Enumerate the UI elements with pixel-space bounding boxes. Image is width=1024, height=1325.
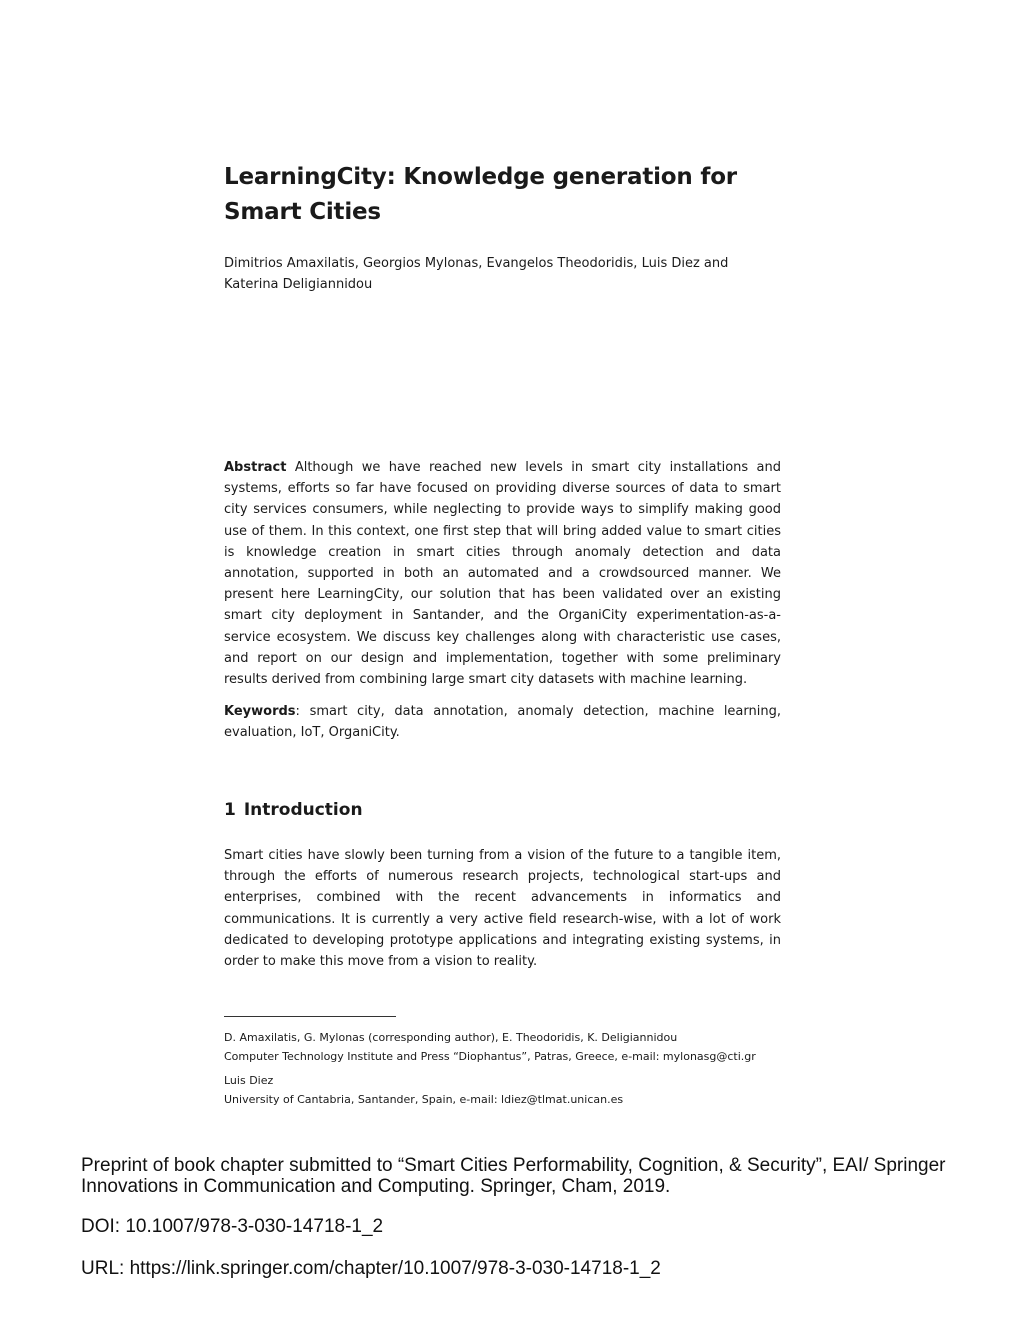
keywords-text: : smart city, data annotation, anomaly detection, machine learning, evaluation, IoT, OrganiCity.	[224, 704, 781, 740]
footnote-affiliation-1-names: D. Amaxilatis, G. Mylonas (corresponding author), E. Theodoridis, K. Deligiannidou	[224, 1031, 678, 1044]
keywords-label: Keywords	[224, 704, 296, 719]
footnote-affiliation-1	[224, 1028, 804, 1066]
preprint-doi: DOI: 10.1007/978-3-030-14718-1_2	[81, 1216, 384, 1237]
abstract-text: Although we have reached new levels in smart city installations and systems, efforts so far have focused on providing diverse sources of data to smart city services consumers, while neglecting to provide ways to simplify making good use of them. In this context, one first step that will bring added value to smart cities is knowledge creation in smart cities through anomaly detection and data annotation, supported in both an automated and a crowdsourced manner. We present here LearningCity, our solution that has been validated over an existing smart city deployment in Santander, and the OrganiCity experimentation-as-a-service ecosystem. We discuss key challenges along with characteristic use cases, and report on our design and implementation, together with some preliminary results derived from combining large smart city datasets with machine learning.	[224, 460, 781, 688]
abstract-paragraph	[224, 457, 781, 690]
preprint-note: Preprint of book chapter submitted to “Smart Cities Performability, Cognition, & Security”, EAI/ Springer Innovations in Communication and Computing. Springer, Cham, 2019.	[81, 1155, 946, 1197]
preprint-url: URL: https://link.springer.com/chapter/10.1007/978-3-030-14718-1_2	[81, 1258, 661, 1279]
footnote-affiliation-1-org: Computer Technology Institute and Press “Diophantus”, Patras, Greece, e-mail: mylonasg@cti.gr	[224, 1050, 756, 1063]
abstract-label: Abstract	[224, 460, 287, 475]
author-list: Dimitrios Amaxilatis, Georgios Mylonas, Evangelos Theodoridis, Luis Diez and Katerina Deligiannidou	[224, 256, 729, 292]
footnote-affiliation-2	[224, 1071, 804, 1109]
section-title: Introduction	[243, 800, 363, 820]
introduction-paragraph: Smart cities have slowly been turning from a vision of the future to a tangible item, through the efforts of numerous research projects, technological start-ups and enterprises, combined with the recent advancements in informatics and communications. It is currently a very active field research-wise, with a lot of work dedicated to developing prototype applications and integrating existing systems, in order to make this move from a vision to reality.	[224, 848, 781, 970]
footnote-affiliation-2-names: Luis Diez	[224, 1074, 274, 1087]
keywords-paragraph	[224, 701, 781, 743]
section-number: 1	[224, 800, 236, 820]
footnote-affiliation-2-org: University of Cantabria, Santander, Spain, e-mail: ldiez@tlmat.unican.es	[224, 1093, 624, 1106]
section-heading-introduction	[224, 798, 781, 822]
footnote-divider	[224, 1016, 396, 1017]
paper-title: LearningCity: Knowledge generation for Smart Cities	[224, 164, 737, 225]
